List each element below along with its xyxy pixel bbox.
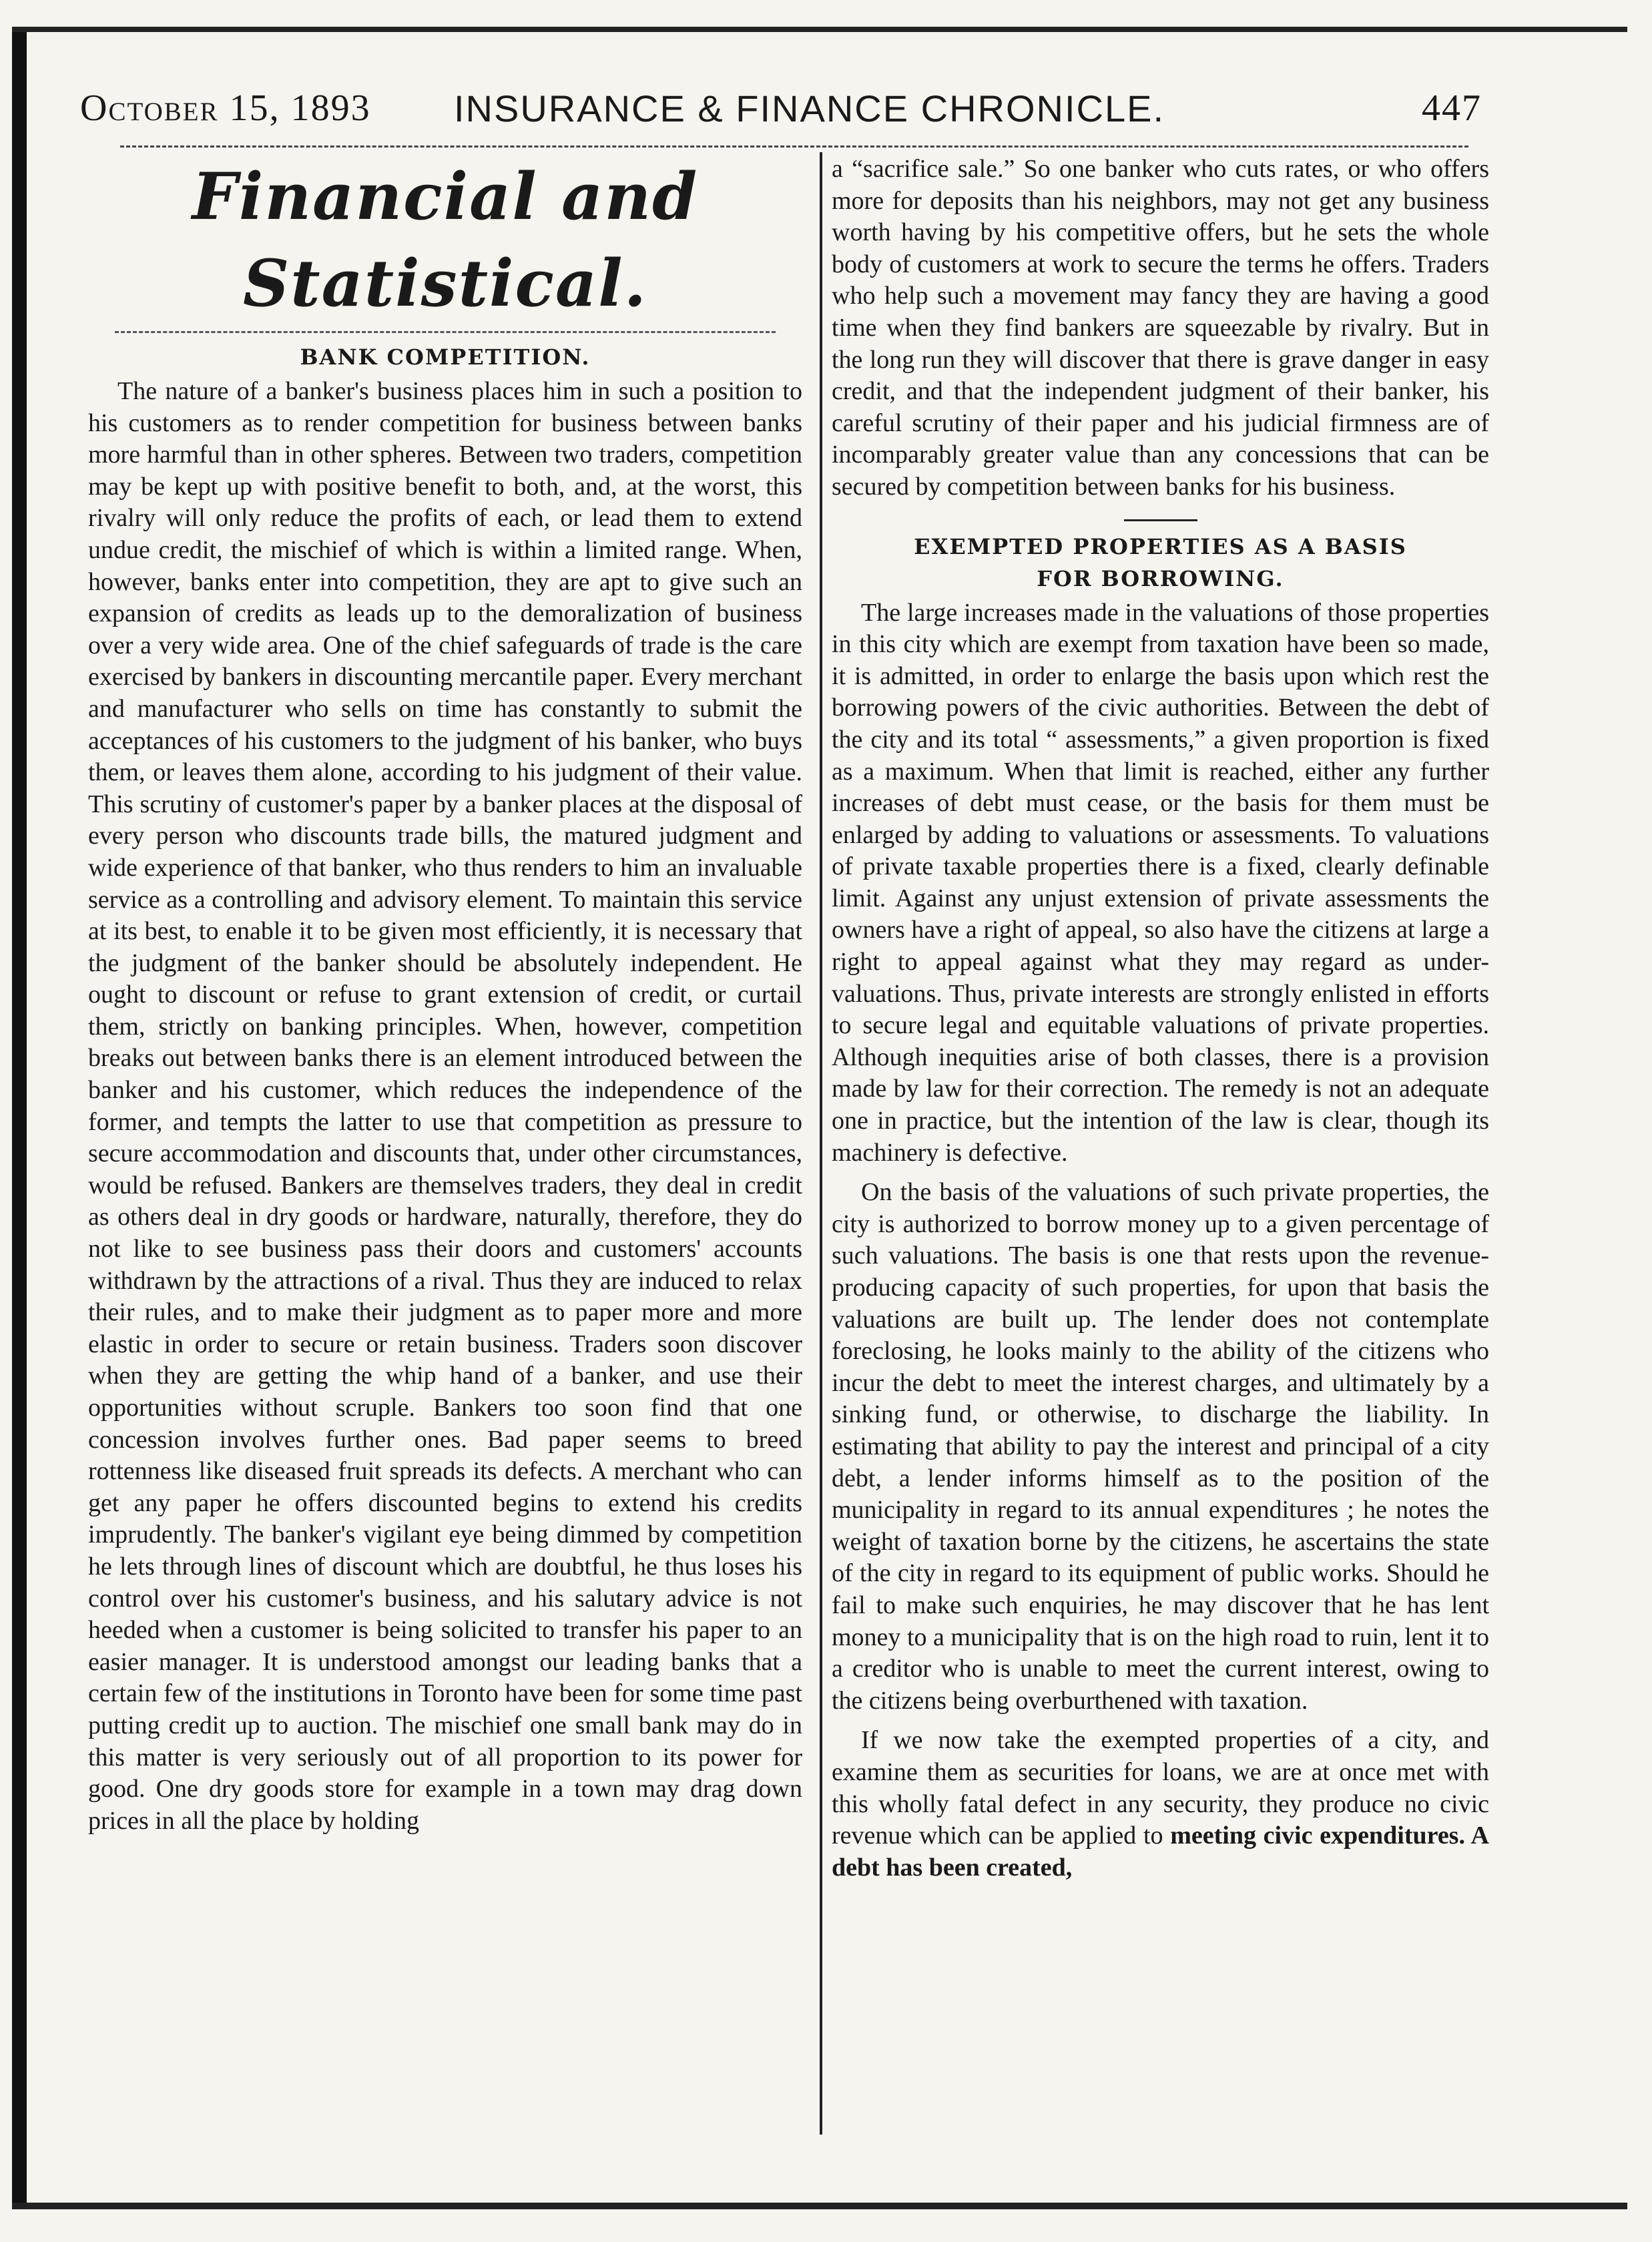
- paragraph-text: If we now take the exempted properties of a city, and examine them as securities for loans, we are at once met with this wholly fatal defect in any security, they produce no civic revenue which can be applied to: [832, 1726, 1489, 1850]
- column-divider: [820, 152, 822, 2135]
- running-header: [80, 87, 1482, 147]
- paragraph-bold-text: meeting civic expenditures. A debt has been created,: [832, 1821, 1489, 1882]
- page-number: 447: [1422, 87, 1482, 129]
- article-continuation: a “sacrifice sale.” So one banker who cuts rates, or who offers more for deposits than his neighbors, may not get any business worth having by his competitive offers, but he sets the whole body of customers at work to secure the terms he offers. Traders who help such a movement may fancy they are having a good time when they find bankers are squeezable by rivalry. But in the long run they will discover that there is grave danger in easy credit, and that the independent judgment of their banker, his careful scrutiny of their paper and his judicial firmness are of incomparably greater value than any concessions that can be secured by competition between banks for his business.: [832, 155, 1489, 501]
- masthead-rule: [115, 331, 776, 333]
- article-paragraph: The large increases made in the valuations of those properties in this city which are exempt from taxation have been so made, it is admitted, in order to enlarge the basis upon which rest the borrowing powers of the civic authorities. Between the debt of the city and its total “ assessments,” a given proportion is fixed as a maximum. When that limit is reached, either any further increases of debt must cease, or the basis for them must be enlarged by adding to valuations or assessments. To valuations of private taxable properties there is a fixed, clearly definable limit. Against any unjust extension of private assessments the owners have a right of appeal, so also have the citizens at large a right to appeal against what they may regard as under-valuations. Thus, private interests are strongly enlisted in efforts to secure legal and equitable valuations of private properties. Although inequities arise of both classes, there is a provision made by law for their correction. The remedy is not an adequate one in practice, but the intention of the law is clear, though its machinery is defective.: [832, 598, 1489, 1167]
- left-column: [88, 154, 802, 1837]
- article-paragraph: The nature of a banker's business places him in such a position to his customers as to render competition for business between banks more harmful than in other spheres. Between two traders, competition may be kept up with positive benefit to both, and, at the worst, this rivalry will only reduce the profits of each, or lead them to extend undue credit, the mischief of which is within a limited range. When, however, banks enter into competition, they are apt to give such an expansion of credits as leads up to the demoralization of business over a very wide area. One of the chief safeguards of trade is the care exercised by bankers in discounting mercantile paper. Every merchant and manufacturer who sells on time has constantly to submit the acceptances of his customers to the judgment of his banker, who buys them, or leaves them alone, according to his judgment of their value. This scrutiny of customer's paper by a banker places at the disposal of every person who discounts trade bills, the matured judgment and wide experience of that banker, who thus renders to him an invaluable service as a controlling and advisory element. To maintain this service at its best, to enable it to be given most efficiently, it is necessary that the judgment of the banker should be absolutely independent. He ought to discount or refuse to grant extension of credit, or curtail them, strictly on banking principles. When, however, competition breaks out between banks there is an element introduced between the banker and his customer, which reduces the independence of the former, and tempts the latter to use that competition as pressure to secure accommodation and discounts that, under other circumstances, would be refused. Bankers are themselves traders, they deal in credit as others deal in dry goods or hardware, naturally, therefore, they do not like to see business pass their doors and customers' accounts withdrawn by the attractions of a rival. Thus they are induced to relax their rules, and to make their judgment as to paper more and more elastic in order to secure or retain business. Traders soon discover when they are getting the whip hand of a banker, and use their opportunities without scruple. Bankers too soon find that one concession involves further ones. Bad paper seems to breed rottenness like diseased fruit spreads its defects. A merchant who can get any paper he offers discounted begins to extend his credits imprudently. The banker's vigilant eye being dimmed by competition he lets through lines of discount which are doubtful, he thus loses his control over his customer's business, and his salutary advice is not heeded when a customer is being solicited to transfer his paper to an easier manager. It is understood amongst our leading banks that a certain few of the institutions in Toronto have been for some time past putting credit up to auction. The mischief one small bank may do in this matter is very seriously out of all proportion to its power for good. One dry goods store for example in a town may drag down prices in all the place by holding: [88, 377, 802, 1835]
- article-title-bank-competition: BANK COMPETITION.: [300, 344, 591, 370]
- page-border-top: [12, 27, 1627, 32]
- article-paragraph: On the basis of the valuations of such private properties, the city is authorized to borrow money up to a given percentage of such valuations. The basis is one that rests upon the revenue-producing capacity of such properties, for upon that basis the valuations are built up. The lender does not contemplate foreclosing, he looks mainly to the ability of the citizens who incur the debt to meet the interest charges, and ultimately by a sinking fund, or otherwise, to discharge the liability. In estimating that ability to pay the interest and principal of a city debt, a lender informs himself as to the position of the municipality in regard to its annual expenditures ; he notes the weight of taxation borne by the citizens, he ascertains the state of the city in regard to its equipment of public works. Should he fail to make such enquiries, he may discover that he has lent money to a municipality that is on the high road to ruin, lent it to a creditor who is unable to meet the current interest, owing to the citizens being overburthened with taxation.: [832, 1178, 1489, 1715]
- page-border-bottom: [12, 2203, 1627, 2209]
- article-title-line: EXEMPTED PROPERTIES AS A BASIS: [914, 533, 1407, 559]
- header-title: INSURANCE & FINANCE CHRONICLE.: [454, 87, 1165, 129]
- header-rule: [120, 146, 1468, 150]
- article-paragraph: [832, 1725, 1489, 1884]
- article-separator: [1124, 519, 1197, 521]
- page-border-left: [12, 27, 27, 2203]
- article-title-exempted-properties: [832, 531, 1489, 595]
- right-column: [832, 154, 1489, 1884]
- article-title-line: FOR BORROWING.: [1037, 565, 1284, 591]
- section-masthead: Financial and Statistical.: [192, 159, 699, 321]
- header-date: October 15, 1893: [80, 87, 371, 129]
